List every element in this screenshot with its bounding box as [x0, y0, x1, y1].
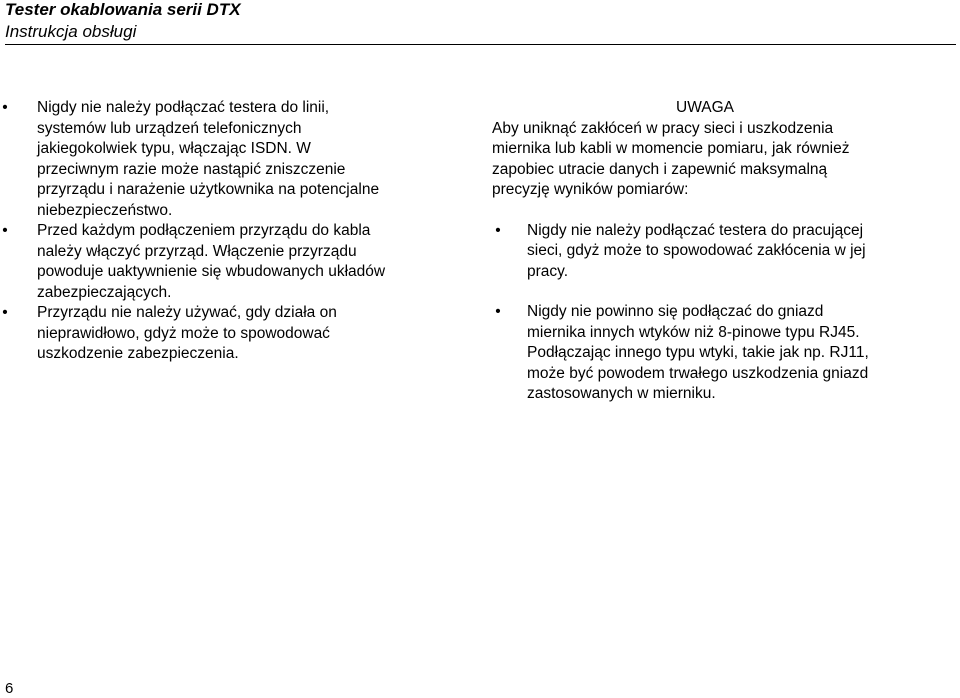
list-item-line: nieprawidłowo, gdyż może to spowodować [37, 324, 330, 342]
list-item-line: powoduje uaktywnienie się wbudowanych układów [37, 263, 386, 280]
list-item-line: Nigdy nie należy podłączać testera do linii, [37, 99, 330, 116]
header-divider [5, 44, 956, 45]
list-item [0, 303, 440, 365]
list-item-line: przeciwnym razie może nastąpić zniszczenie [37, 160, 346, 178]
list-item [0, 221, 440, 303]
list-item-line: uszkodzenie zabezpieczenia. [37, 345, 239, 362]
list-item [470, 221, 940, 283]
warning-list [0, 98, 440, 365]
note-intro-line: zapobiec utracie danych i zapewnić maksymalną [492, 160, 828, 178]
document-title: Tester okablowania serii DTX [5, 0, 241, 19]
note-list [470, 221, 940, 405]
list-item-line: przyrządu i narażenie użytkownika na potencjalne [37, 181, 380, 198]
list-item-line: zabezpieczających. [37, 283, 172, 301]
list-item-line: Nigdy nie należy podłączać testera do pracującej [527, 221, 864, 239]
list-item-line: Nigdy nie powinno się podłączać do gniazd [527, 303, 824, 320]
list-item-line: pracy. [527, 262, 569, 280]
list-item-line: jakiegokolwiek typu, włączając ISDN. W [37, 140, 311, 157]
list-item [0, 98, 440, 221]
list-item-line: miernika innych wtyków niż 8-pinowe typu RJ45. [527, 323, 860, 341]
list-item-line: niebezpieczeństwo. [37, 201, 173, 219]
bullet-icon: • [2, 99, 8, 116]
document-subtitle: Instrukcja obsługi [5, 22, 137, 41]
list-item-line: może być powodem trwałego uszkodzenia gniazd [527, 364, 869, 382]
right-column [470, 98, 940, 425]
page-header [5, 0, 956, 42]
list-item-line: należy włączyć przyrząd. Włączenie przyrządu [37, 242, 357, 260]
bullet-icon: • [2, 304, 8, 321]
left-column [0, 98, 440, 365]
note-intro-line: Aby uniknąć zakłóceń w pracy sieci i uszkodzenia [492, 119, 834, 137]
bullet-icon: • [495, 221, 501, 239]
note-intro-line: miernika lub kabli w momencie pomiaru, jak również [492, 140, 850, 157]
list-item-line: Podłączając innego typu wtyki, takie jak np. RJ11, [527, 344, 869, 361]
list-item [470, 302, 940, 405]
page-number: 6 [5, 680, 14, 697]
note-intro [492, 119, 940, 201]
list-item-line: Przed każdym podłączeniem przyrządu do kabla [37, 222, 371, 239]
note-intro-line: precyzję wyników pomiarów: [492, 181, 689, 198]
list-item-line: zastosowanych w mierniku. [527, 385, 716, 402]
bullet-icon: • [2, 222, 8, 239]
list-item-line: Przyrządu nie należy używać, gdy działa on [37, 304, 337, 321]
bullet-icon: • [495, 303, 501, 320]
list-item-line: sieci, gdyż może to spowodować zakłócenia w jej [527, 242, 866, 259]
list-item-line: systemów lub urządzeń telefonicznych [37, 119, 302, 137]
note-heading: UWAGA [676, 99, 734, 116]
